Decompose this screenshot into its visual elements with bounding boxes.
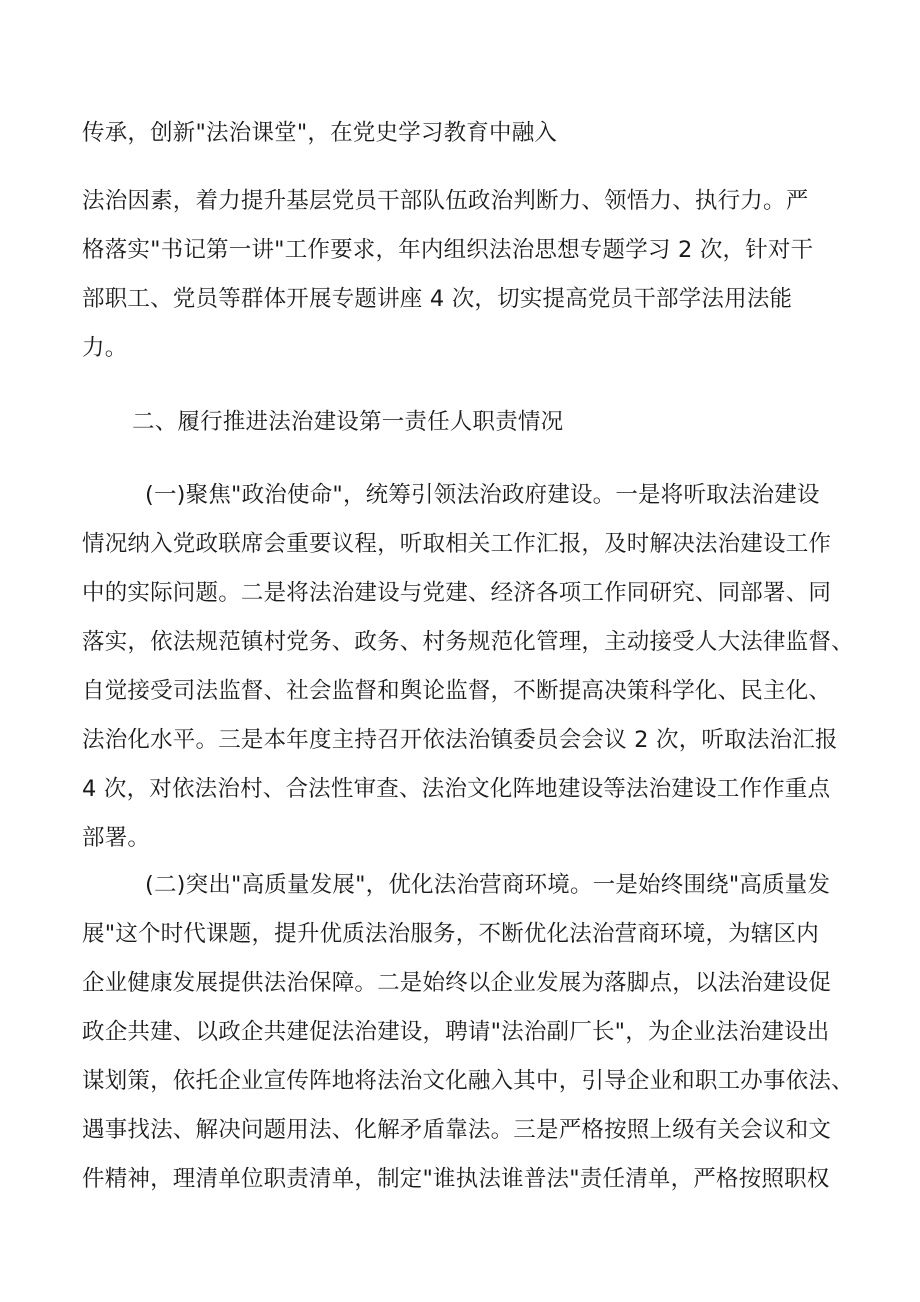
text-line: 4 次，对依法治村、合法性审查、法治文化阵地建设等法治建设工作作重点	[82, 776, 831, 802]
text-line: 部职工、党员等群体开展专题讲座 4 次，切实提高党员干部学法用法能	[82, 286, 793, 312]
text-line: 格落实"书记第一讲"工作要求，年内组织法治思想专题学习 2 次，针对干	[82, 237, 814, 263]
text-line: (一)聚焦"政治使命"，统筹引领法治政府建设。一是将听取法治建设	[145, 482, 820, 508]
text-line: 部署。	[82, 825, 151, 851]
text-line: 件精神，理清单位职责清单，制定"谁执法谁普法"责任清单，严格按照职权	[82, 1166, 830, 1192]
text-line: 谋划策，依托企业宣传阵地将法治文化融入其中，引导企业和职工办事依法、	[82, 1068, 854, 1094]
text-line: 展"这个时代课题，提升优质法治服务，不断优化法治营商环境，为辖区内	[82, 921, 819, 947]
text-line: 情况纳入党政联席会重要议程，听取相关工作汇报，及时解决法治建设工作	[82, 531, 832, 557]
text-line: 自觉接受司法监督、社会监督和舆论监督，不断提高决策科学化、民主化、	[82, 678, 832, 704]
text-line: 法治化水平。三是本年度主持召开依法治镇委员会会议 2 次，听取法治汇报	[82, 727, 838, 753]
text-line: 力。	[82, 335, 128, 361]
text-line: (二)突出"高质量发展"，优化法治营商环境。一是始终围绕"高质量发	[145, 872, 831, 898]
text-line: 传承，创新"法治课堂"，在党史学习教育中融入	[82, 120, 558, 146]
section-heading: 二、履行推进法治建设第一责任人职责情况	[132, 409, 564, 435]
text-line: 企业健康发展提供法治保障。二是始终以企业发展为落脚点，以法治建设促	[82, 970, 832, 996]
text-line: 落实，依法规范镇村党务、政务、村务规范化管理，主动接受人大法律监督、	[82, 629, 854, 655]
text-line: 遇事找法、解决问题用法、化解矛盾靠法。三是严格按照上级有关会议和文	[82, 1117, 832, 1143]
text-line: 法治因素，着力提升基层党员干部队伍政治判断力、领悟力、执行力。严	[82, 188, 809, 214]
text-line: 政企共建、以政企共建促法治建设，聘请"法治副厂长"，为企业法治建设出	[82, 1019, 830, 1045]
text-line: 中的实际问题。二是将法治建设与党建、经济各项工作同研究、同部署、同	[82, 580, 832, 606]
